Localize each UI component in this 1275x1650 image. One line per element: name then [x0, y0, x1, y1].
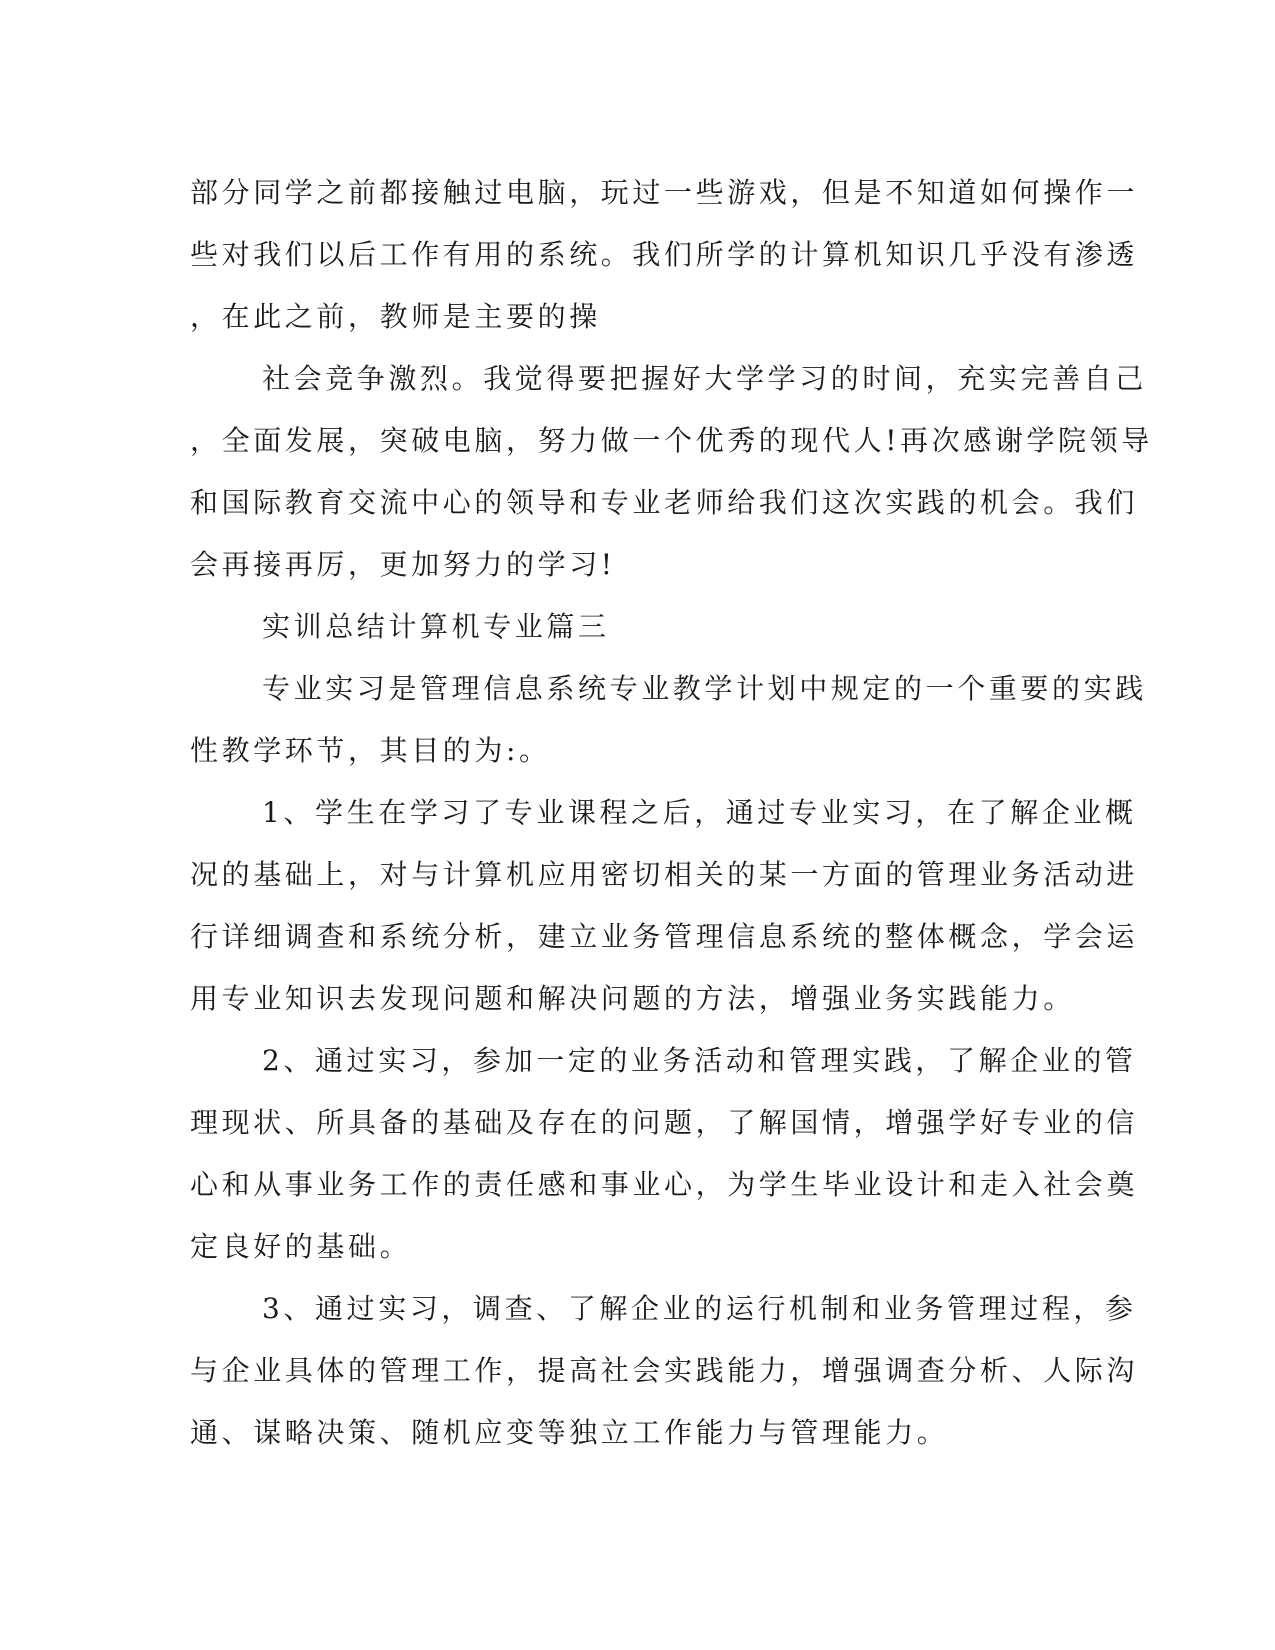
text-line: 心和从事业务工作的责任感和事业心，为学生毕业设计和走入社会奠 — [190, 1168, 1139, 1201]
text-line: 部分同学之前都接触过电脑，玩过一些游戏，但是不知道如何操作一 — [190, 176, 1139, 209]
text-line: ，全面发展，突破电脑，努力做一个优秀的现代人!再次感谢学院领导 — [190, 424, 1153, 457]
text-line: ，在此之前，教师是主要的操 — [190, 300, 601, 333]
text-line: 3、通过实习，调查、了解企业的运行机制和业务管理过程，参 — [262, 1292, 1137, 1325]
text-line: 些对我们以后工作有用的系统。我们所学的计算机知识几乎没有渗透 — [190, 238, 1139, 271]
text-line: 社会竞争激烈。我觉得要把握好大学学习的时间，充实完善自己 — [262, 362, 1147, 395]
text-line: 性教学环节，其目的为:。 — [190, 734, 551, 767]
text-line: 况的基础上，对与计算机应用密切相关的某一方面的管理业务活动进 — [190, 858, 1139, 891]
text-line: 用专业知识去发现问题和解决问题的方法，增强业务实践能力。 — [190, 982, 1075, 1015]
section-heading: 实训总结计算机专业篇三 — [262, 610, 610, 643]
document-body — [190, 162, 1153, 1464]
text-line: 通、谋略决策、随机应变等独立工作能力与管理能力。 — [190, 1416, 949, 1449]
text-line: 会再接再厉，更加努力的学习! — [190, 548, 616, 581]
text-line: 和国际教育交流中心的领导和专业老师给我们这次实践的机会。我们 — [190, 486, 1139, 519]
text-line: 理现状、所具备的基础及存在的问题，了解国情，增强学好专业的信 — [190, 1106, 1139, 1139]
text-line: 1、学生在学习了专业课程之后，通过专业实习，在了解企业概 — [262, 796, 1137, 829]
text-line: 与企业具体的管理工作，提高社会实践能力，增强调查分析、人际沟 — [190, 1354, 1139, 1387]
text-line: 行详细调查和系统分析，建立业务管理信息系统的整体概念，学会运 — [190, 920, 1139, 953]
text-line: 专业实习是管理信息系统专业教学计划中规定的一个重要的实践 — [262, 672, 1147, 705]
text-line: 定良好的基础。 — [190, 1230, 412, 1263]
text-line: 2、通过实习，参加一定的业务活动和管理实践，了解企业的管 — [262, 1044, 1137, 1077]
